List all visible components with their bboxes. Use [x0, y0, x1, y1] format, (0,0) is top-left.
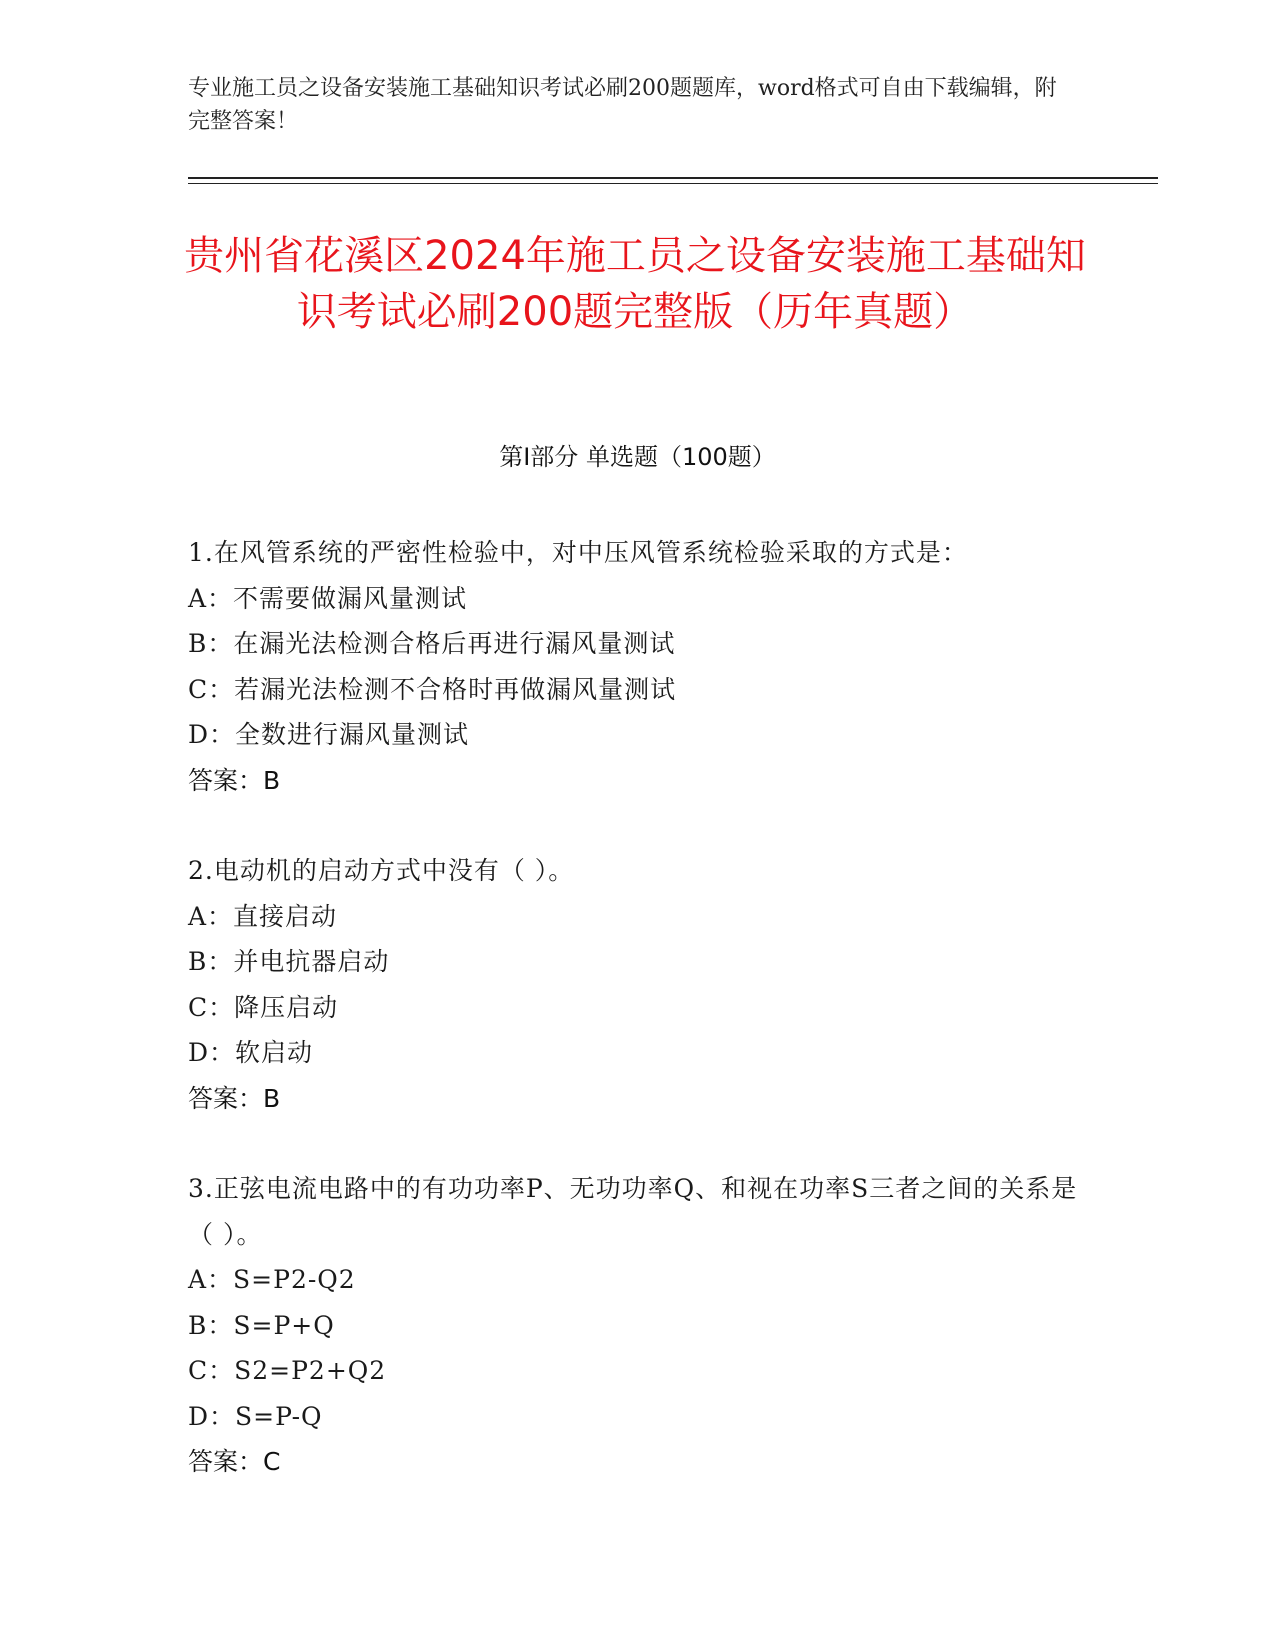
question-3: [188, 1166, 1088, 1485]
option-a: A：S=P2-Q2: [188, 1265, 356, 1294]
question-stem: 1.在风管系统的严密性检验中，对中压风管系统检验采取的方式是：: [188, 538, 968, 567]
document-title: 贵州省花溪区2024年施工员之设备安装施工基础知识考试必刷200题完整版（历年真题）: [184, 233, 1086, 335]
header-rule-thin: [188, 183, 1158, 184]
question-stem: 3.正弦电流电路中的有功功率P、无功功率Q、和视在功率S三者之间的关系是（ ）。: [188, 1174, 1078, 1249]
header-rule-thick: [188, 177, 1158, 179]
option-c: C：若漏光法检测不合格时再做漏风量测试: [188, 674, 677, 704]
question-stem: 2.电动机的启动方式中没有（ ）。: [188, 856, 575, 885]
option-a: A：不需要做漏风量测试: [188, 583, 468, 613]
option-c: C：S2=P2+Q2: [188, 1356, 387, 1385]
answer: 答案：B: [188, 1083, 281, 1113]
header-note: 专业施工员之设备安装施工基础知识考试必刷200题题库，word格式可自由下载编辑，附完整答案！: [188, 76, 1057, 134]
section-heading: 第I部分 单选题（100题）: [499, 443, 776, 471]
option-d: D：软启动: [188, 1038, 314, 1067]
question-2: [188, 848, 1088, 1121]
answer: 答案：C: [188, 1447, 281, 1476]
option-b: B：并电抗器启动: [188, 947, 390, 976]
option-a: A：直接启动: [188, 901, 338, 931]
answer: 答案：B: [188, 765, 281, 795]
option-b: B：在漏光法检测合格后再进行漏风量测试: [188, 629, 676, 658]
question-1: [188, 530, 1088, 803]
option-d: D：全数进行漏风量测试: [188, 720, 470, 749]
question-list: [188, 530, 1088, 1530]
option-c: C：降压启动: [188, 992, 339, 1022]
option-b: B：S=P+Q: [188, 1310, 335, 1340]
option-d: D：S=P-Q: [188, 1401, 323, 1431]
